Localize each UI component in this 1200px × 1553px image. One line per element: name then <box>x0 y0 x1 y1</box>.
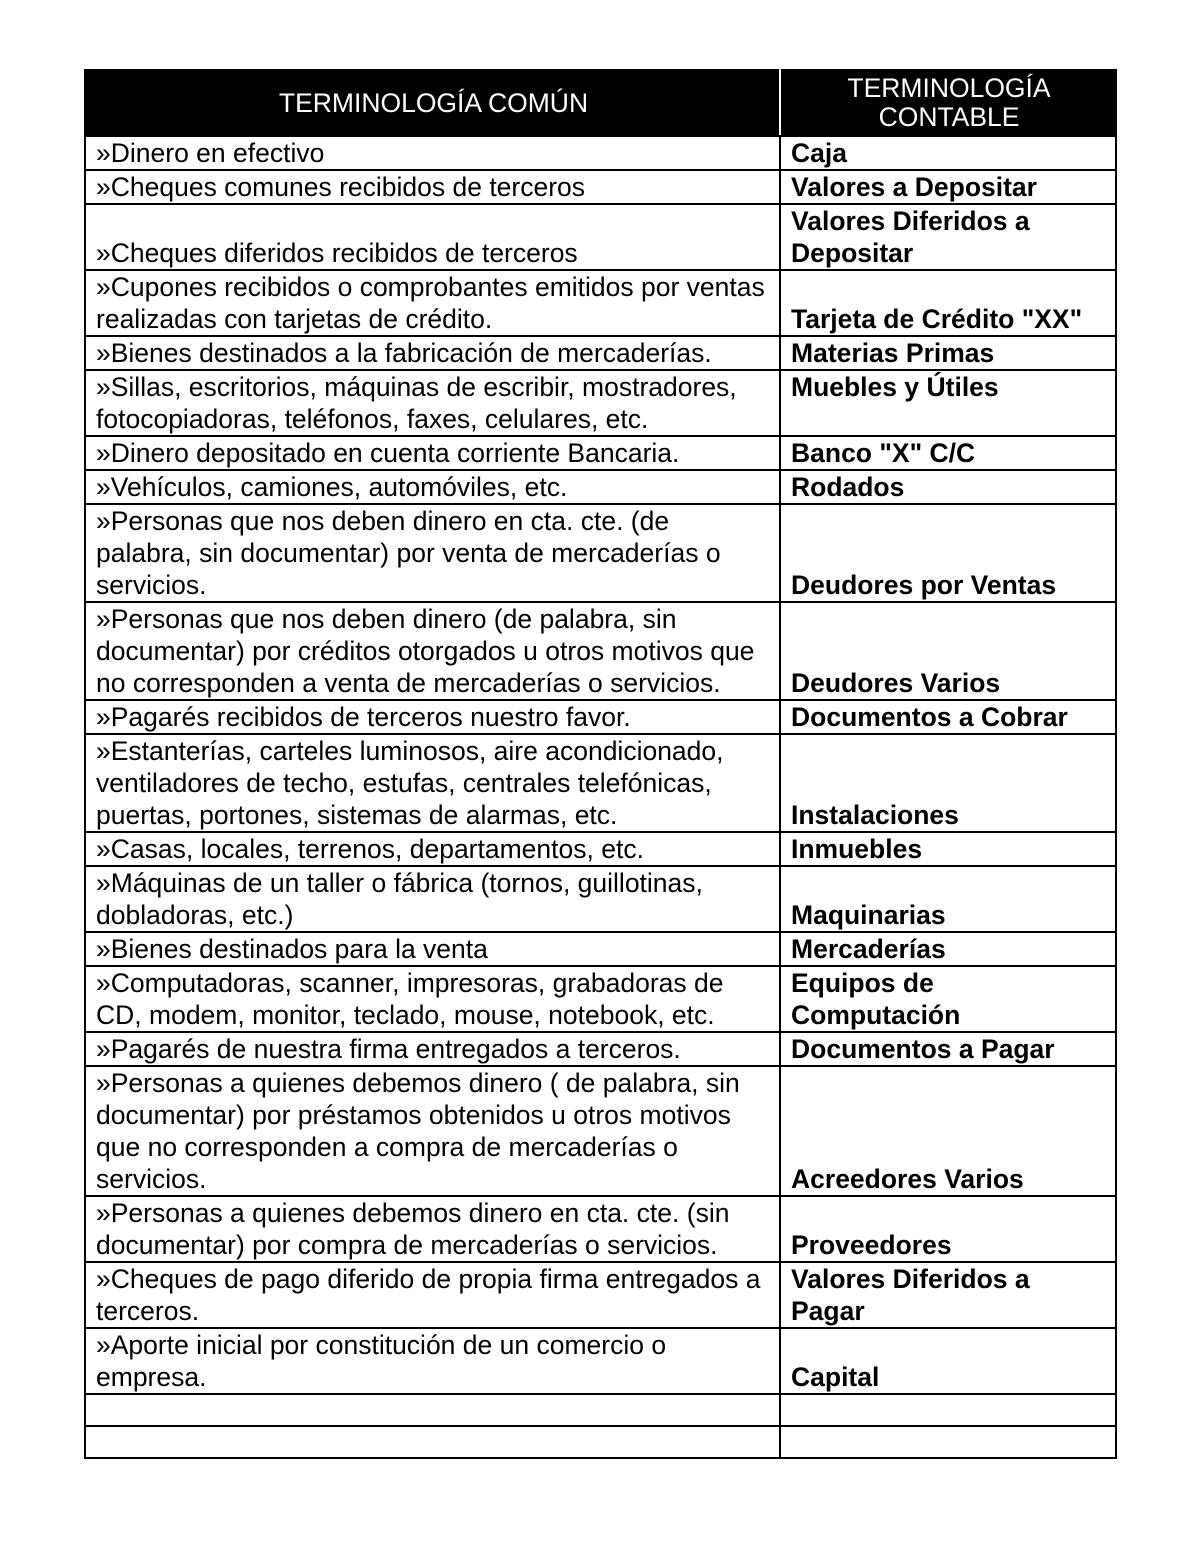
accounting-term-cell: Inmuebles <box>780 832 1116 866</box>
table-row <box>85 1328 1116 1394</box>
accounting-term-cell: Caja <box>780 136 1116 170</box>
common-term-cell: »Pagarés de nuestra firma entregados a terceros. <box>85 1032 780 1066</box>
table-row <box>85 866 1116 932</box>
table-row <box>85 1262 1116 1328</box>
table-row <box>85 734 1116 832</box>
common-term-cell: »Cheques diferidos recibidos de terceros <box>85 204 780 270</box>
common-term-cell: »Personas a quienes debemos dinero en cta. cte. (sin documentar) por compra de mercaderías o servicios. <box>85 1196 780 1262</box>
accounting-term-cell: Instalaciones <box>780 734 1116 832</box>
table-row <box>85 1066 1116 1196</box>
header-terminologia-comun: TERMINOLOGÍA COMÚN <box>85 70 780 136</box>
common-term-cell: »Personas a quienes debemos dinero ( de palabra, sin documentar) por préstamos obtenidos u otros motivos que no corresponden a compra de mercaderías o servicios. <box>85 1066 780 1196</box>
table-row <box>85 602 1116 700</box>
common-term-cell: »Bienes destinados para la venta <box>85 932 780 966</box>
common-term-cell: »Cheques comunes recibidos de terceros <box>85 170 780 204</box>
table-row <box>85 966 1116 1032</box>
accounting-term-cell: Valores a Depositar <box>780 170 1116 204</box>
accounting-term-cell: Documentos a Cobrar <box>780 700 1116 734</box>
accounting-term-cell: Deudores Varios <box>780 602 1116 700</box>
table-header-row <box>85 70 1116 136</box>
common-term-cell: »Personas que nos deben dinero (de palabra, sin documentar) por créditos otorgados u otros motivos que no corresponden a venta de mercaderías o servicios. <box>85 602 780 700</box>
table-row <box>85 370 1116 436</box>
header-terminologia-contable: TERMINOLOGÍA CONTABLE <box>780 70 1116 136</box>
accounting-term-cell: Acreedores Varios <box>780 1066 1116 1196</box>
accounting-term-cell: Proveedores <box>780 1196 1116 1262</box>
common-term-cell: »Estanterías, carteles luminosos, aire acondicionado, ventiladores de techo, estufas, centrales telefónicas, puertas, portones, sistemas de alarmas, etc. <box>85 734 780 832</box>
table-row <box>85 470 1116 504</box>
accounting-term-cell: Muebles y Útiles <box>780 370 1116 436</box>
common-term-cell: »Dinero depositado en cuenta corriente Bancaria. <box>85 436 780 470</box>
common-term-cell <box>85 1394 780 1426</box>
table-row <box>85 204 1116 270</box>
accounting-term-cell: Tarjeta de Crédito "XX" <box>780 270 1116 336</box>
common-term-cell: »Casas, locales, terrenos, departamentos, etc. <box>85 832 780 866</box>
accounting-term-cell: Valores Diferidos a Pagar <box>780 1262 1116 1328</box>
accounting-term-cell: Banco "X" C/C <box>780 436 1116 470</box>
empty-table-row <box>85 1426 1116 1458</box>
accounting-term-cell <box>780 1394 1116 1426</box>
common-term-cell: »Aporte inicial por constitución de un comercio o empresa. <box>85 1328 780 1394</box>
accounting-term-cell: Capital <box>780 1328 1116 1394</box>
accounting-term-cell: Maquinarias <box>780 866 1116 932</box>
table-row <box>85 700 1116 734</box>
accounting-term-cell: Rodados <box>780 470 1116 504</box>
common-term-cell: »Sillas, escritorios, máquinas de escribir, mostradores, fotocopiadoras, teléfonos, faxes, celulares, etc. <box>85 370 780 436</box>
common-term-cell: »Vehículos, camiones, automóviles, etc. <box>85 470 780 504</box>
common-term-cell: »Dinero en efectivo <box>85 136 780 170</box>
table-row <box>85 1032 1116 1066</box>
common-term-cell: »Pagarés recibidos de terceros nuestro favor. <box>85 700 780 734</box>
common-term-cell: »Cupones recibidos o comprobantes emitidos por ventas realizadas con tarjetas de crédito. <box>85 270 780 336</box>
table-row <box>85 436 1116 470</box>
accounting-term-cell: Equipos de Computación <box>780 966 1116 1032</box>
common-term-cell: »Cheques de pago diferido de propia firma entregados a terceros. <box>85 1262 780 1328</box>
table-row <box>85 336 1116 370</box>
table-row <box>85 832 1116 866</box>
accounting-term-cell: Deudores por Ventas <box>780 504 1116 602</box>
table-row <box>85 932 1116 966</box>
table-row <box>85 270 1116 336</box>
table-row <box>85 504 1116 602</box>
accounting-term-cell: Documentos a Pagar <box>780 1032 1116 1066</box>
table-row <box>85 170 1116 204</box>
common-term-cell: »Máquinas de un taller o fábrica (tornos, guillotinas, dobladoras, etc.) <box>85 866 780 932</box>
common-term-cell: »Personas que nos deben dinero en cta. cte. (de palabra, sin documentar) por venta de mercaderías o servicios. <box>85 504 780 602</box>
accounting-term-cell: Mercaderías <box>780 932 1116 966</box>
accounting-term-cell: Valores Diferidos a Depositar <box>780 204 1116 270</box>
accounting-term-cell: Materias Primas <box>780 336 1116 370</box>
common-term-cell: »Computadoras, scanner, impresoras, grabadoras de CD, modem, monitor, teclado, mouse, notebook, etc. <box>85 966 780 1032</box>
table-row <box>85 1196 1116 1262</box>
accounting-term-cell <box>780 1426 1116 1458</box>
table-row <box>85 136 1116 170</box>
common-term-cell: »Bienes destinados a la fabricación de mercaderías. <box>85 336 780 370</box>
empty-table-row <box>85 1394 1116 1426</box>
common-term-cell <box>85 1426 780 1458</box>
terminology-table <box>84 69 1117 1459</box>
